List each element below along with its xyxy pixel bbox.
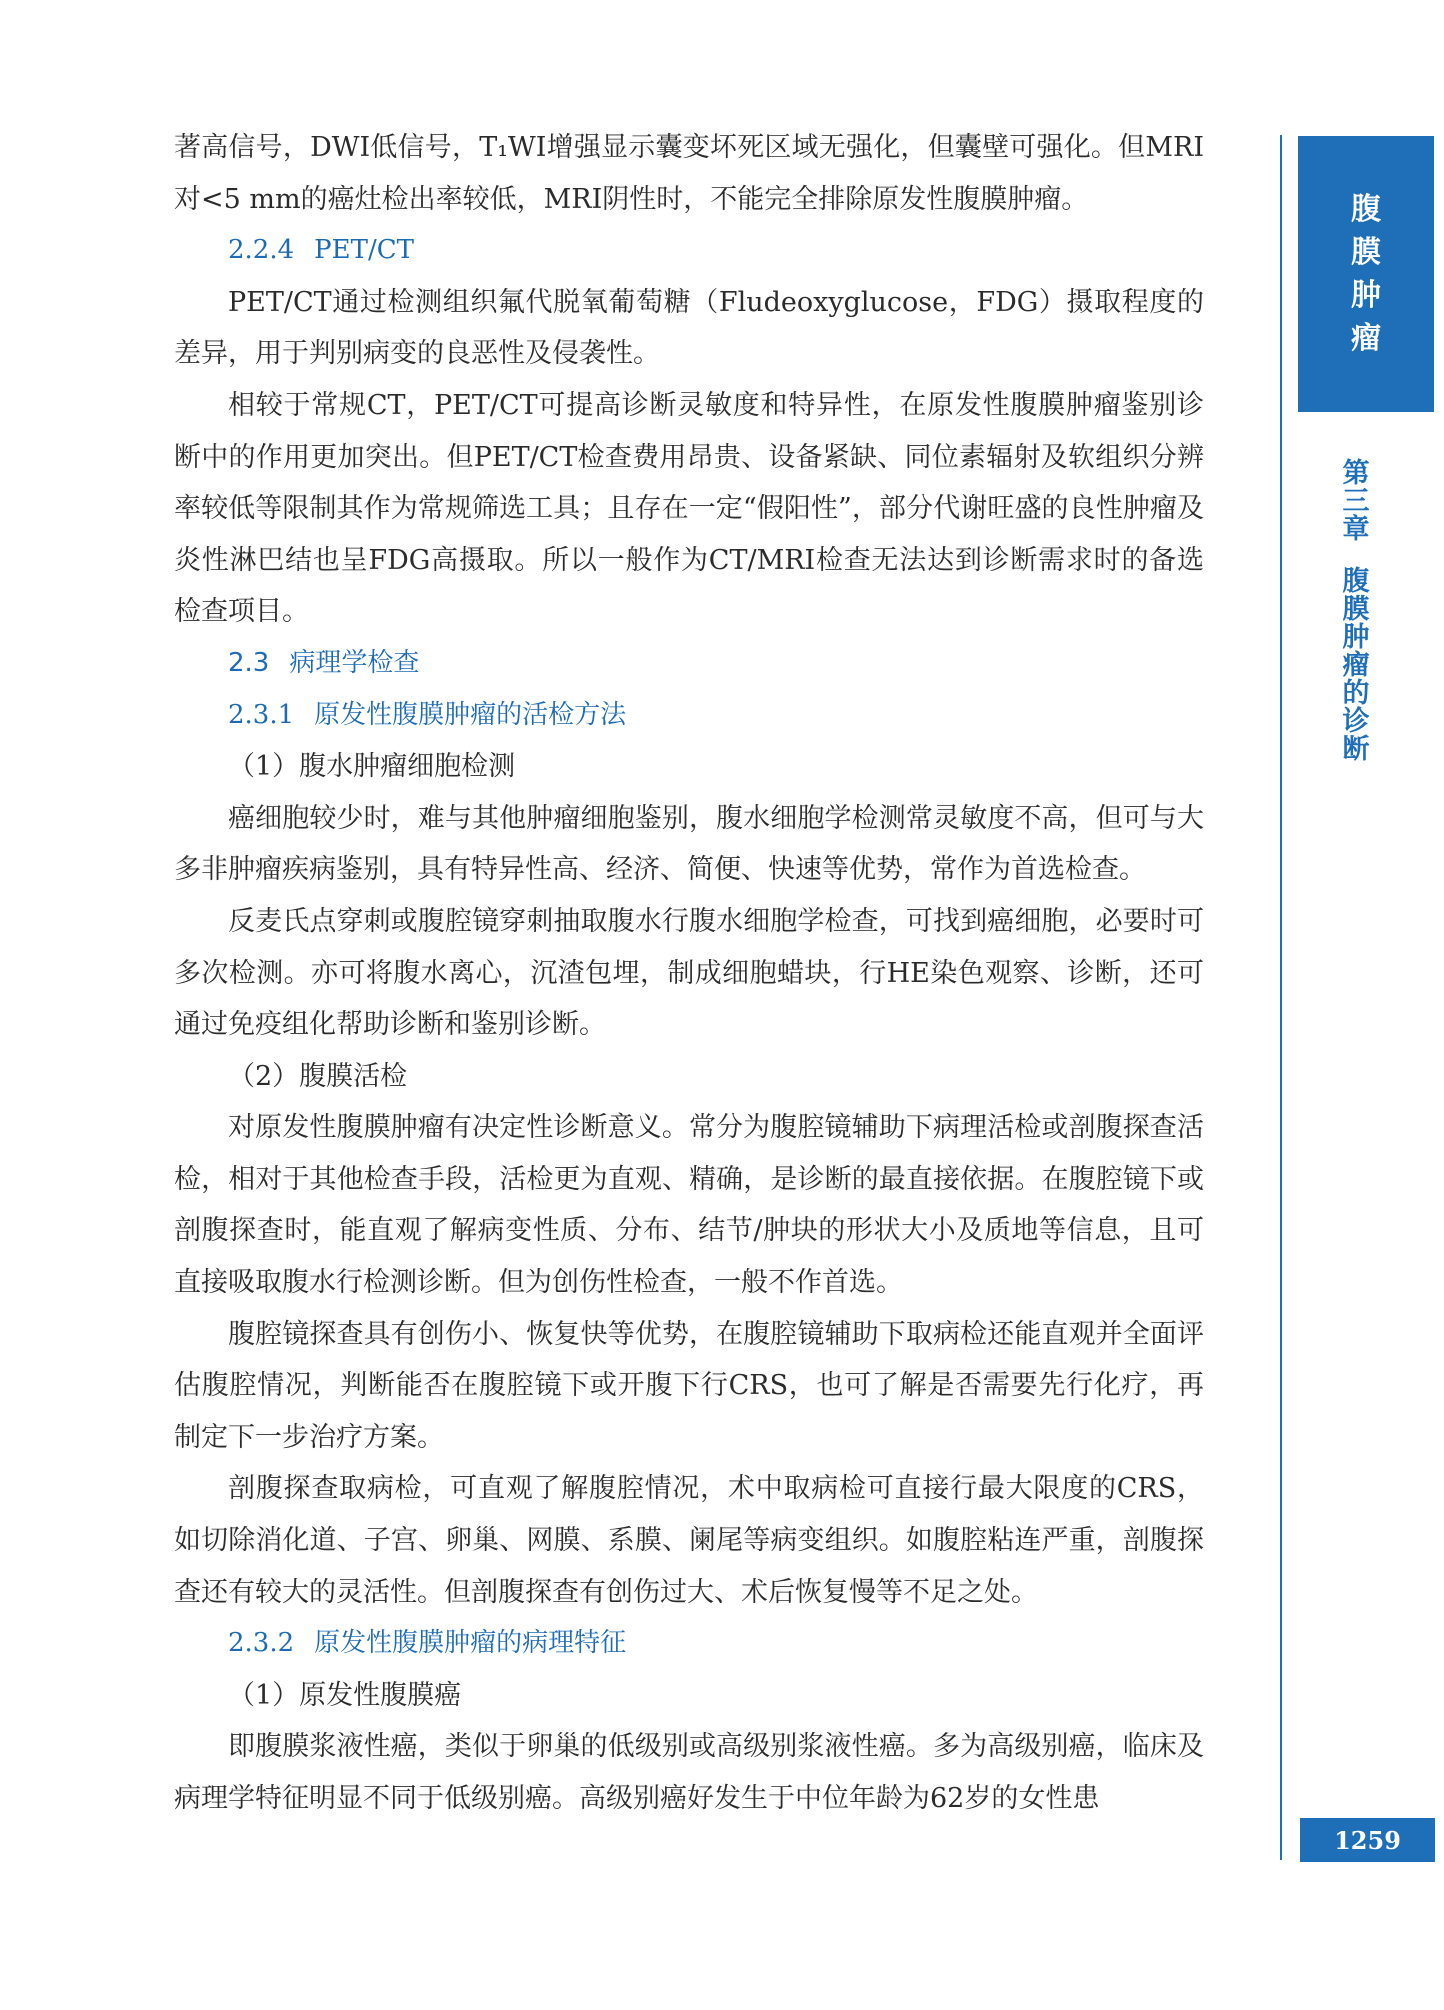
chapter-char: 肿 [1342, 622, 1370, 653]
section-title: PET/CT [314, 235, 414, 266]
chapter-label [1336, 460, 1376, 764]
chapter-char: 断 [1342, 734, 1370, 765]
side-rule [1280, 135, 1282, 1860]
side-tab-char: 腹 [1351, 192, 1381, 227]
section-number: 2.3.2 [228, 1628, 295, 1659]
paragraph: 腹腔镜探查具有创伤小、恢复快等优势，在腹腔镜辅助下取病检还能直观并全面评估腹腔情况，判断能否在腹腔镜下或开腹下行CRS，也可了解是否需要先行化疗，再制定下一步治疗方案。 [174, 1318, 1204, 1453]
side-tab-char: 膜 [1351, 235, 1381, 270]
paragraph: 著高信号，DWI低信号，T₁WI增强显示囊变坏死区域无强化，但囊壁可强化。但MRI对<5 mm的癌灶检出率较低，MRI阴性时，不能完全排除原发性腹膜肿瘤。 [174, 132, 1204, 215]
side-tab-char: 瘤 [1351, 321, 1381, 356]
paragraph: PET/CT通过检测组织氟代脱氧葡萄糖（Fludeoxyglucose，FDG）摄取程度的差异，用于判别病变的良恶性及侵袭性。 [174, 286, 1204, 370]
paragraph: 相较于常规CT，PET/CT可提高诊断灵敏度和特异性，在原发性腹膜肿瘤鉴别诊断中的作用更加突出。但PET/CT检查费用昂贵、设备紧缺、同位素辐射及软组织分辨率较低等限制其作为常规筛选工具；且存在一定“假阳性”，部分代谢旺盛的良性肿瘤及炎性淋巴结也呈FDG高摄取。所以一般作为CT/MRI检查无法达到诊断需求时的备选检查项目。 [174, 389, 1204, 628]
section-number: 2.3 [228, 647, 270, 678]
subheading: （2）腹膜活检 [228, 1060, 408, 1092]
section-heading-2-3-1 [174, 690, 1204, 742]
subheading: （1）原发性腹膜癌 [228, 1679, 462, 1711]
section-heading-2-3-2 [174, 1618, 1204, 1670]
chapter-char: 膜 [1342, 594, 1370, 625]
section-title: 原发性腹膜肿瘤的病理特征 [314, 1628, 627, 1659]
section-title: 原发性腹膜肿瘤的活检方法 [314, 699, 627, 730]
side-tab [1298, 136, 1434, 412]
paragraph: 癌细胞较少时，难与其他肿瘤细胞鉴别，腹水细胞学检测常灵敏度不高，但可与大多非肿瘤疾病鉴别，具有特异性高、经济、简便、快速等优势，常作为首选检查。 [174, 802, 1204, 886]
chapter-char: 诊 [1342, 706, 1370, 737]
page-content [174, 122, 1204, 1825]
chapter-gap [1336, 544, 1376, 568]
chapter-char: 章 [1342, 514, 1370, 545]
section-number: 2.2.4 [228, 235, 295, 266]
side-tab-char: 肿 [1351, 278, 1381, 313]
section-number: 2.3.1 [228, 699, 295, 730]
paragraph: 即腹膜浆液性癌，类似于卵巢的低级别或高级别浆液性癌。多为高级别癌，临床及病理学特征明显不同于低级别癌。高级别癌好发生于中位年龄为62岁的女性患 [174, 1731, 1204, 1814]
chapter-char: 的 [1342, 678, 1370, 709]
chapter-char: 三 [1342, 486, 1370, 517]
chapter-char: 腹 [1342, 566, 1370, 597]
chapter-char: 第 [1342, 458, 1370, 489]
subheading: （1）腹水肿瘤细胞检测 [228, 751, 516, 783]
paragraph: 对原发性腹膜肿瘤有决定性诊断意义。常分为腹腔镜辅助下病理活检或剖腹探查活检，相对于其他检查手段，活检更为直观、精确，是诊断的最直接依据。在腹腔镜下或剖腹探查时，能直观了解病变性质、分布、结节/肿块的形状大小及质地等信息，且可直接吸取腹水行检测诊断。但为创伤性检查，一般不作首选。 [174, 1112, 1204, 1299]
section-heading-2-3 [174, 638, 1204, 690]
section-heading-2-2-4 [174, 225, 1204, 277]
chapter-char: 瘤 [1342, 650, 1370, 681]
paragraph: 反麦氏点穿刺或腹腔镜穿刺抽取腹水行腹水细胞学检查，可找到癌细胞，必要时可多次检测。亦可将腹水离心，沉渣包埋，制成细胞蜡块，行HE染色观察、诊断，还可通过免疫组化帮助诊断和鉴别诊断。 [174, 905, 1204, 1041]
section-title: 病理学检查 [289, 647, 420, 678]
page-number: 1259 [1300, 1818, 1435, 1862]
paragraph: 剖腹探查取病检，可直观了解腹腔情况，术中取病检可直接行最大限度的CRS，如切除消化道、子宫、卵巢、网膜、系膜、阑尾等病变组织。如腹腔粘连严重，剖腹探查还有较大的灵活性。但剖腹探查有创伤过大、术后恢复慢等不足之处。 [174, 1473, 1204, 1608]
